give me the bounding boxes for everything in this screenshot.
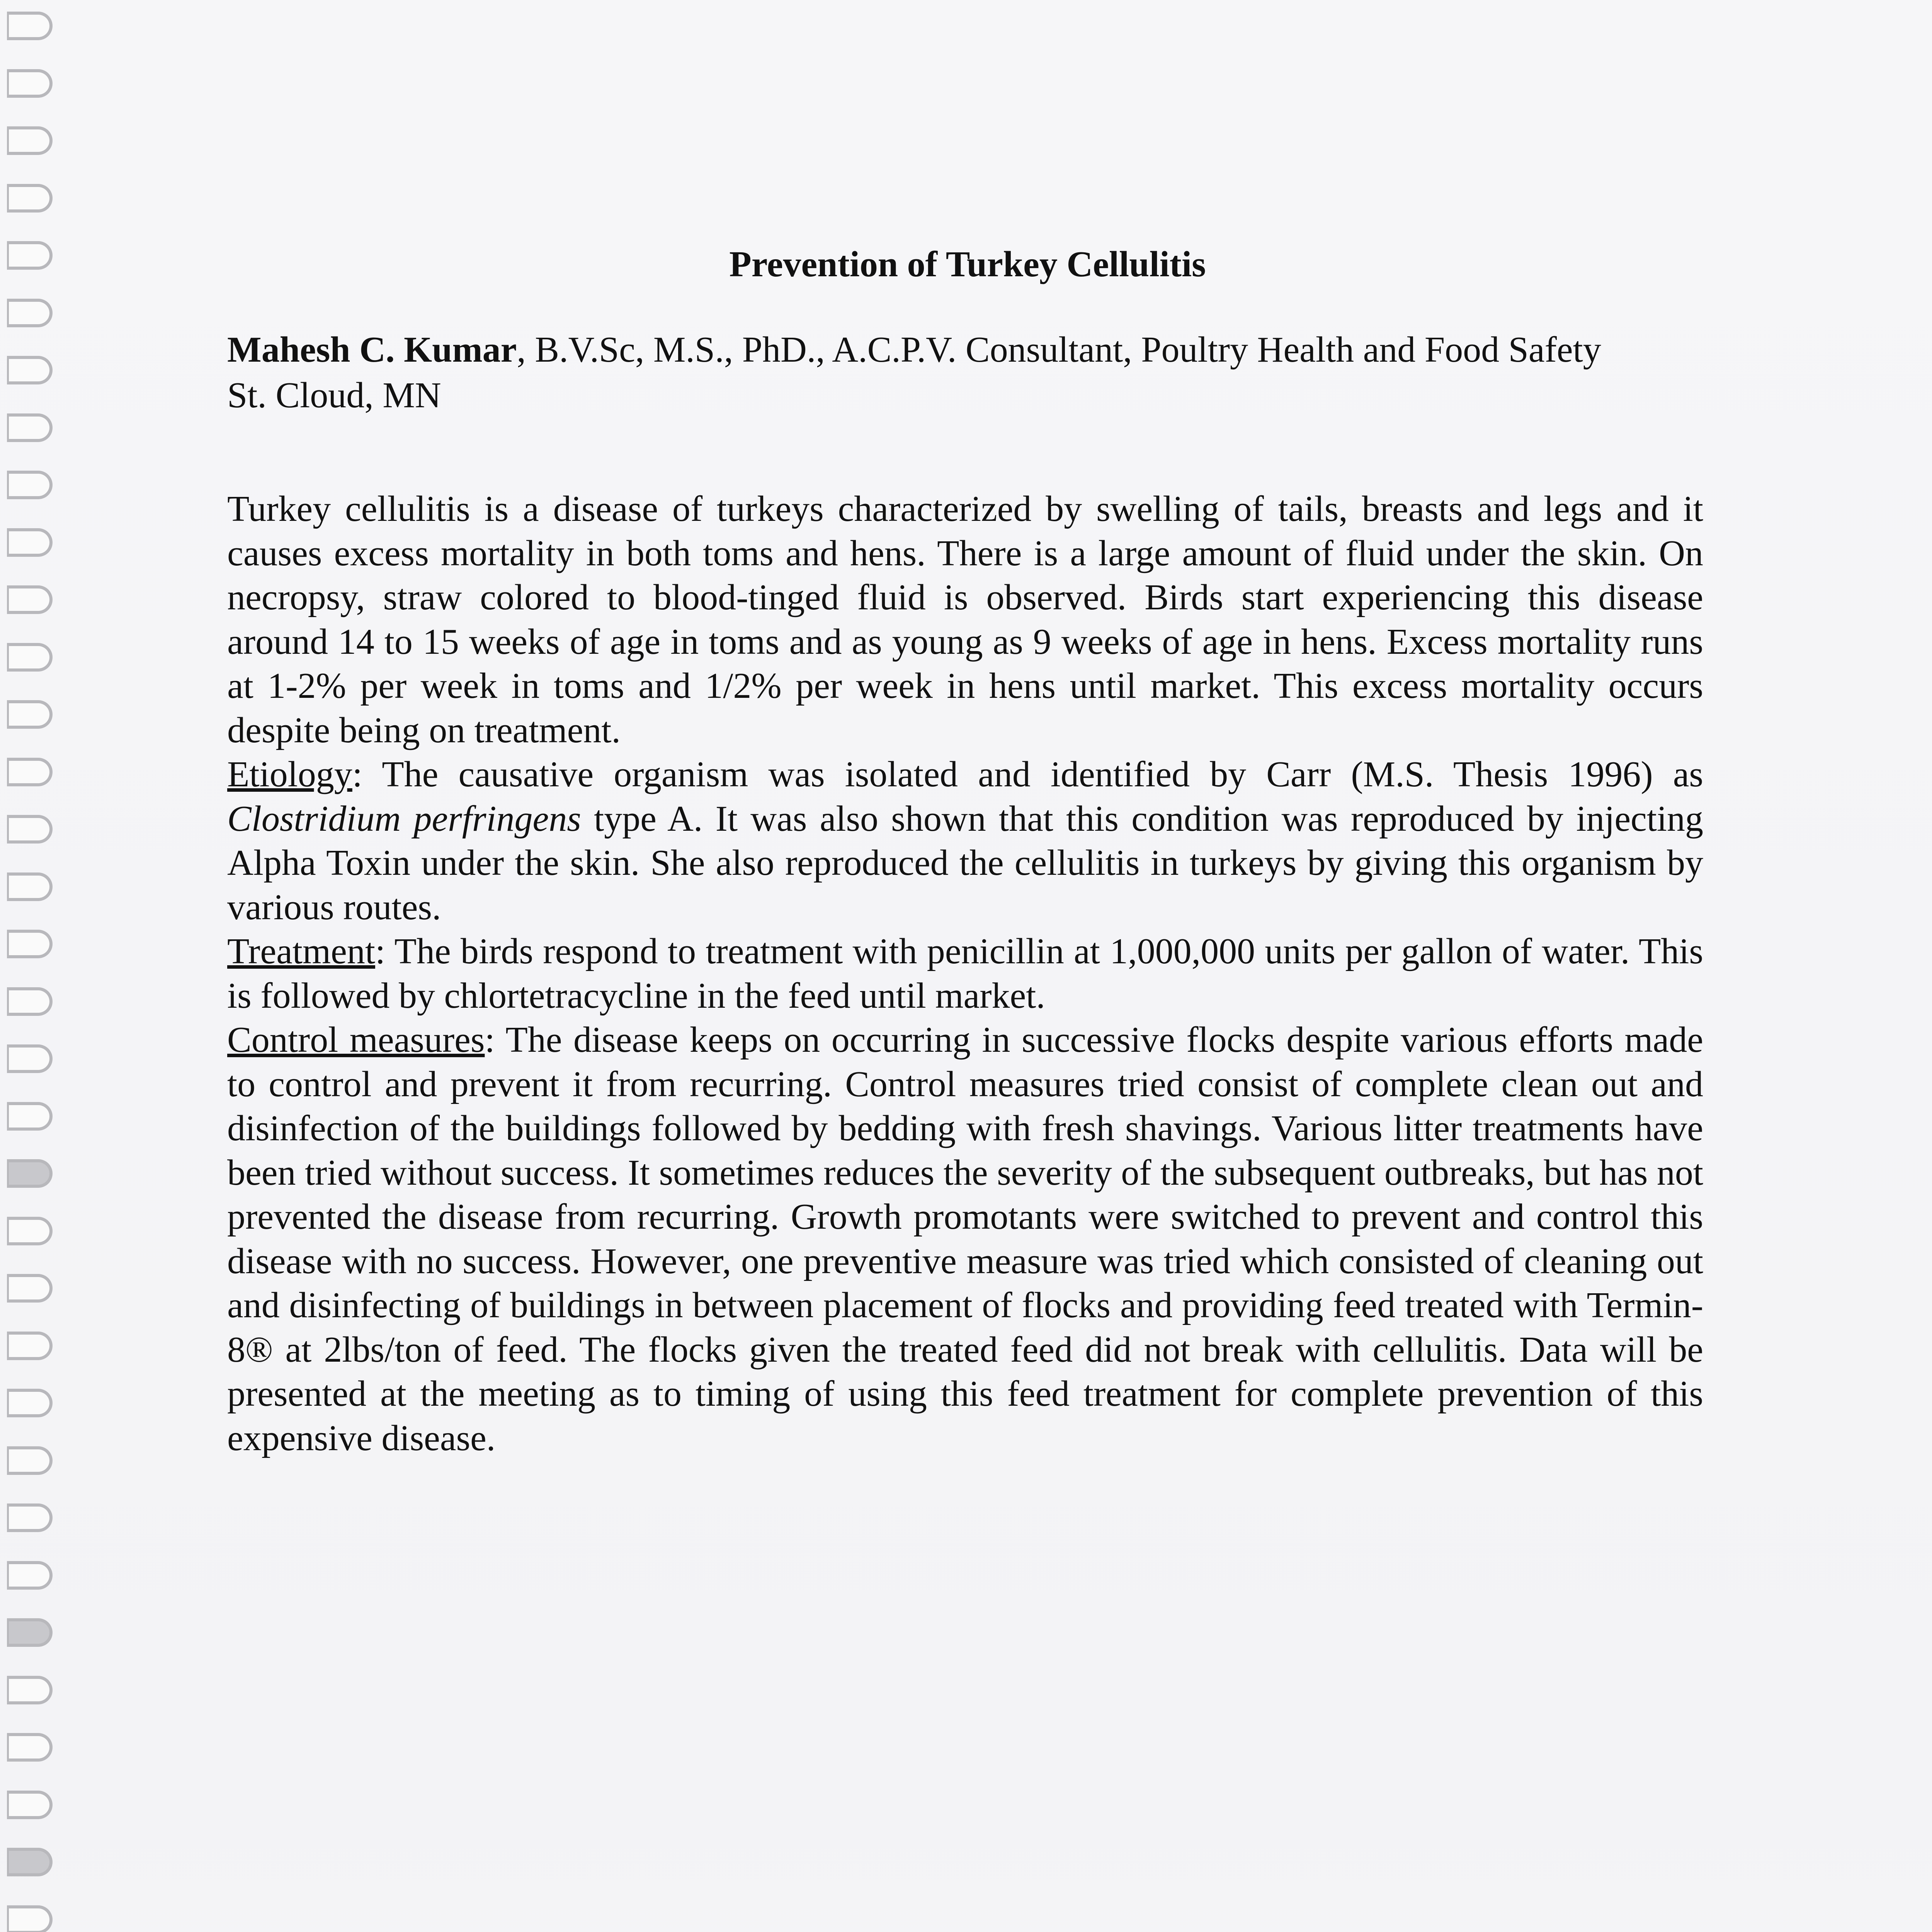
binding-hole <box>7 1159 53 1188</box>
etiology-text-after: type A. It was also shown that this condition was reproduced by injecting Alpha Toxin under the skin. She also reproduced the cellulitis in turkeys by giving this organism by various routes. <box>227 798 1703 927</box>
binding-hole <box>7 1676 53 1704</box>
binding-hole <box>7 1274 53 1303</box>
control-heading: Control measures <box>227 1020 485 1060</box>
binding-hole <box>7 12 53 40</box>
etiology-text-before: : The causative organism was isolated and identified by Carr (M.S. Thesis 1996) as <box>352 754 1703 794</box>
author-name: Mahesh C. Kumar <box>227 330 517 370</box>
binding-hole <box>7 1905 53 1932</box>
binding-hole <box>7 1791 53 1819</box>
author-line <box>227 327 1734 372</box>
treatment-paragraph <box>227 929 1703 1018</box>
binding-hole <box>7 1503 53 1532</box>
binding-hole <box>7 528 53 557</box>
binding-hole <box>7 987 53 1016</box>
binding-hole <box>7 184 53 213</box>
binding-hole <box>7 1332 53 1360</box>
treatment-heading: Treatment <box>227 931 375 971</box>
binding-hole <box>7 299 53 327</box>
binding-hole <box>7 471 53 499</box>
organism-name: Clostridium perfringens <box>227 798 581 839</box>
binding-hole <box>7 1102 53 1131</box>
author-block <box>227 327 1734 418</box>
binding-hole <box>7 872 53 901</box>
binding-hole <box>7 643 53 672</box>
binding-hole <box>7 69 53 98</box>
article-body <box>227 487 1703 1460</box>
binding-hole <box>7 1044 53 1073</box>
binding-hole <box>7 1217 53 1245</box>
binding-hole <box>7 700 53 729</box>
binding-hole <box>7 1389 53 1417</box>
binding-hole <box>7 758 53 786</box>
binding-hole <box>7 1446 53 1475</box>
spiral-binding <box>0 0 62 1932</box>
binding-hole <box>7 413 53 442</box>
binding-hole <box>7 1618 53 1647</box>
binding-hole <box>7 356 53 384</box>
author-location: St. Cloud, MN <box>227 375 441 415</box>
treatment-text: : The birds respond to treatment with penicillin at 1,000,000 units per gallon of water. This is followed by chlortetracycline in the feed until market. <box>227 931 1703 1016</box>
intro-paragraph: Turkey cellulitis is a disease of turkeys characterized by swelling of tails, breasts and legs and it causes excess mortality in both toms and hens. There is a large amount of fluid under the skin. On necropsy, straw colored to blood-tinged fluid is observed. Birds start experiencing this disease around 14 to 15 weeks of age in toms and as young as 9 weeks of age in hens. Excess mortality runs at 1-2% per week in toms and 1/2% per week in hens until market. This excess mortality occurs despite being on treatment. <box>227 489 1703 750</box>
binding-hole <box>7 815 53 844</box>
binding-hole <box>7 1733 53 1762</box>
document-title: Prevention of Turkey Cellulitis <box>729 244 1206 284</box>
binding-hole <box>7 585 53 614</box>
control-paragraph <box>227 1018 1703 1460</box>
etiology-paragraph <box>227 752 1703 929</box>
binding-hole <box>7 1848 53 1876</box>
etiology-heading: Etiology <box>227 754 352 794</box>
binding-hole <box>7 126 53 155</box>
binding-hole <box>7 1561 53 1590</box>
binding-hole <box>7 930 53 958</box>
control-text: : The disease keeps on occurring in successive flocks despite various efforts made to control and prevent it from recurring. Control measures tried consist of complete clean out and disinfection of the buildings followed by bedding with fresh shavings. Various litter treatments have been tried without success. It sometimes reduces the severity of the subsequent outbreaks, but has not prevented the disease from recurring. Growth promotants were switched to prevent and control this disease with no success. However, one preventive measure was tried which consisted of cleaning out and disinfecting of buildings in between placement of flocks and providing feed treated with Termin-8® at 2lbs/ton of feed. The flocks given the treated feed did not break with cellulitis. Data will be presented at the meeting as to timing of using this feed treatment for complete prevention of this expensive disease. <box>227 1020 1703 1458</box>
author-credentials: , B.V.Sc, M.S., PhD., A.C.P.V. Consultant, Poultry Health and Food Safety <box>517 330 1601 370</box>
